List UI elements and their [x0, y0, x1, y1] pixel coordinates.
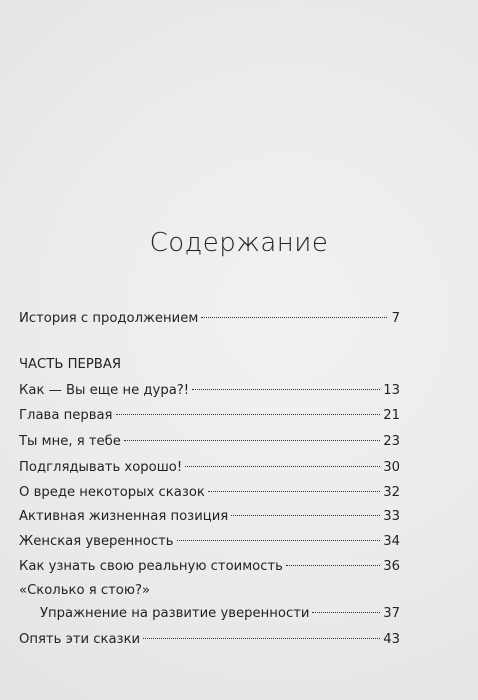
toc-entry-label: О вреде некоторых сказок [19, 485, 205, 500]
toc-entry-page: 32 [383, 485, 400, 500]
toc-entry-page: 37 [383, 606, 400, 621]
dot-leader [177, 539, 381, 541]
toc-entry-label: Подглядывать хорошо! [19, 460, 183, 475]
dot-leader [208, 490, 380, 492]
toc-entry [40, 604, 400, 624]
toc-entry-label: Глава первая [19, 408, 113, 423]
toc-entry-page: 43 [383, 632, 400, 647]
toc-entry [19, 458, 400, 478]
toc-entry [19, 309, 400, 329]
dot-leader [201, 316, 387, 318]
toc-entry [19, 532, 400, 552]
section-heading: ЧАСТЬ ПЕРВАЯ [19, 357, 121, 372]
toc-entry [19, 507, 400, 527]
toc-entry-page: 36 [383, 559, 400, 574]
toc-entry-label: Опять эти сказки [19, 632, 141, 647]
toc-entry-label: Упражнение на развитие уверенности [40, 606, 310, 621]
toc-entry-label: Женская уверенность [19, 534, 174, 549]
dot-leader [143, 637, 380, 639]
dot-leader [185, 465, 380, 467]
toc-entry [19, 630, 400, 650]
toc-entry-label: История с продолжением [19, 311, 199, 326]
toc-entry [19, 557, 400, 577]
toc-entry-page: 33 [383, 509, 400, 524]
toc-entry-first-line: «Сколько я стою?» [19, 583, 151, 598]
dot-leader [286, 564, 380, 566]
toc-entry [19, 381, 400, 401]
toc-entry-label: Как узнать свою реальную стоимость [19, 559, 283, 574]
dot-leader [231, 514, 380, 516]
toc-entry-label: Ты мне, я тебе [19, 434, 121, 449]
toc-entry-page: 7 [391, 311, 400, 326]
toc-entry-label: Активная жизненная позиция [19, 509, 229, 524]
toc-entry [19, 406, 400, 426]
toc-entry-page: 21 [383, 408, 400, 423]
toc-entry-label: Как — Вы еще не дура?! [19, 383, 190, 398]
page-title: Содержание [149, 228, 329, 258]
toc-entry [19, 432, 400, 452]
toc-entry-page: 23 [383, 434, 400, 449]
dot-leader [124, 439, 380, 441]
dot-leader [192, 388, 380, 390]
toc-entry-page: 30 [383, 460, 400, 475]
dot-leader [116, 413, 381, 415]
toc-entry-page: 34 [383, 534, 400, 549]
dot-leader [312, 611, 380, 613]
toc-entry [19, 483, 400, 503]
toc-entry-page: 13 [383, 383, 400, 398]
